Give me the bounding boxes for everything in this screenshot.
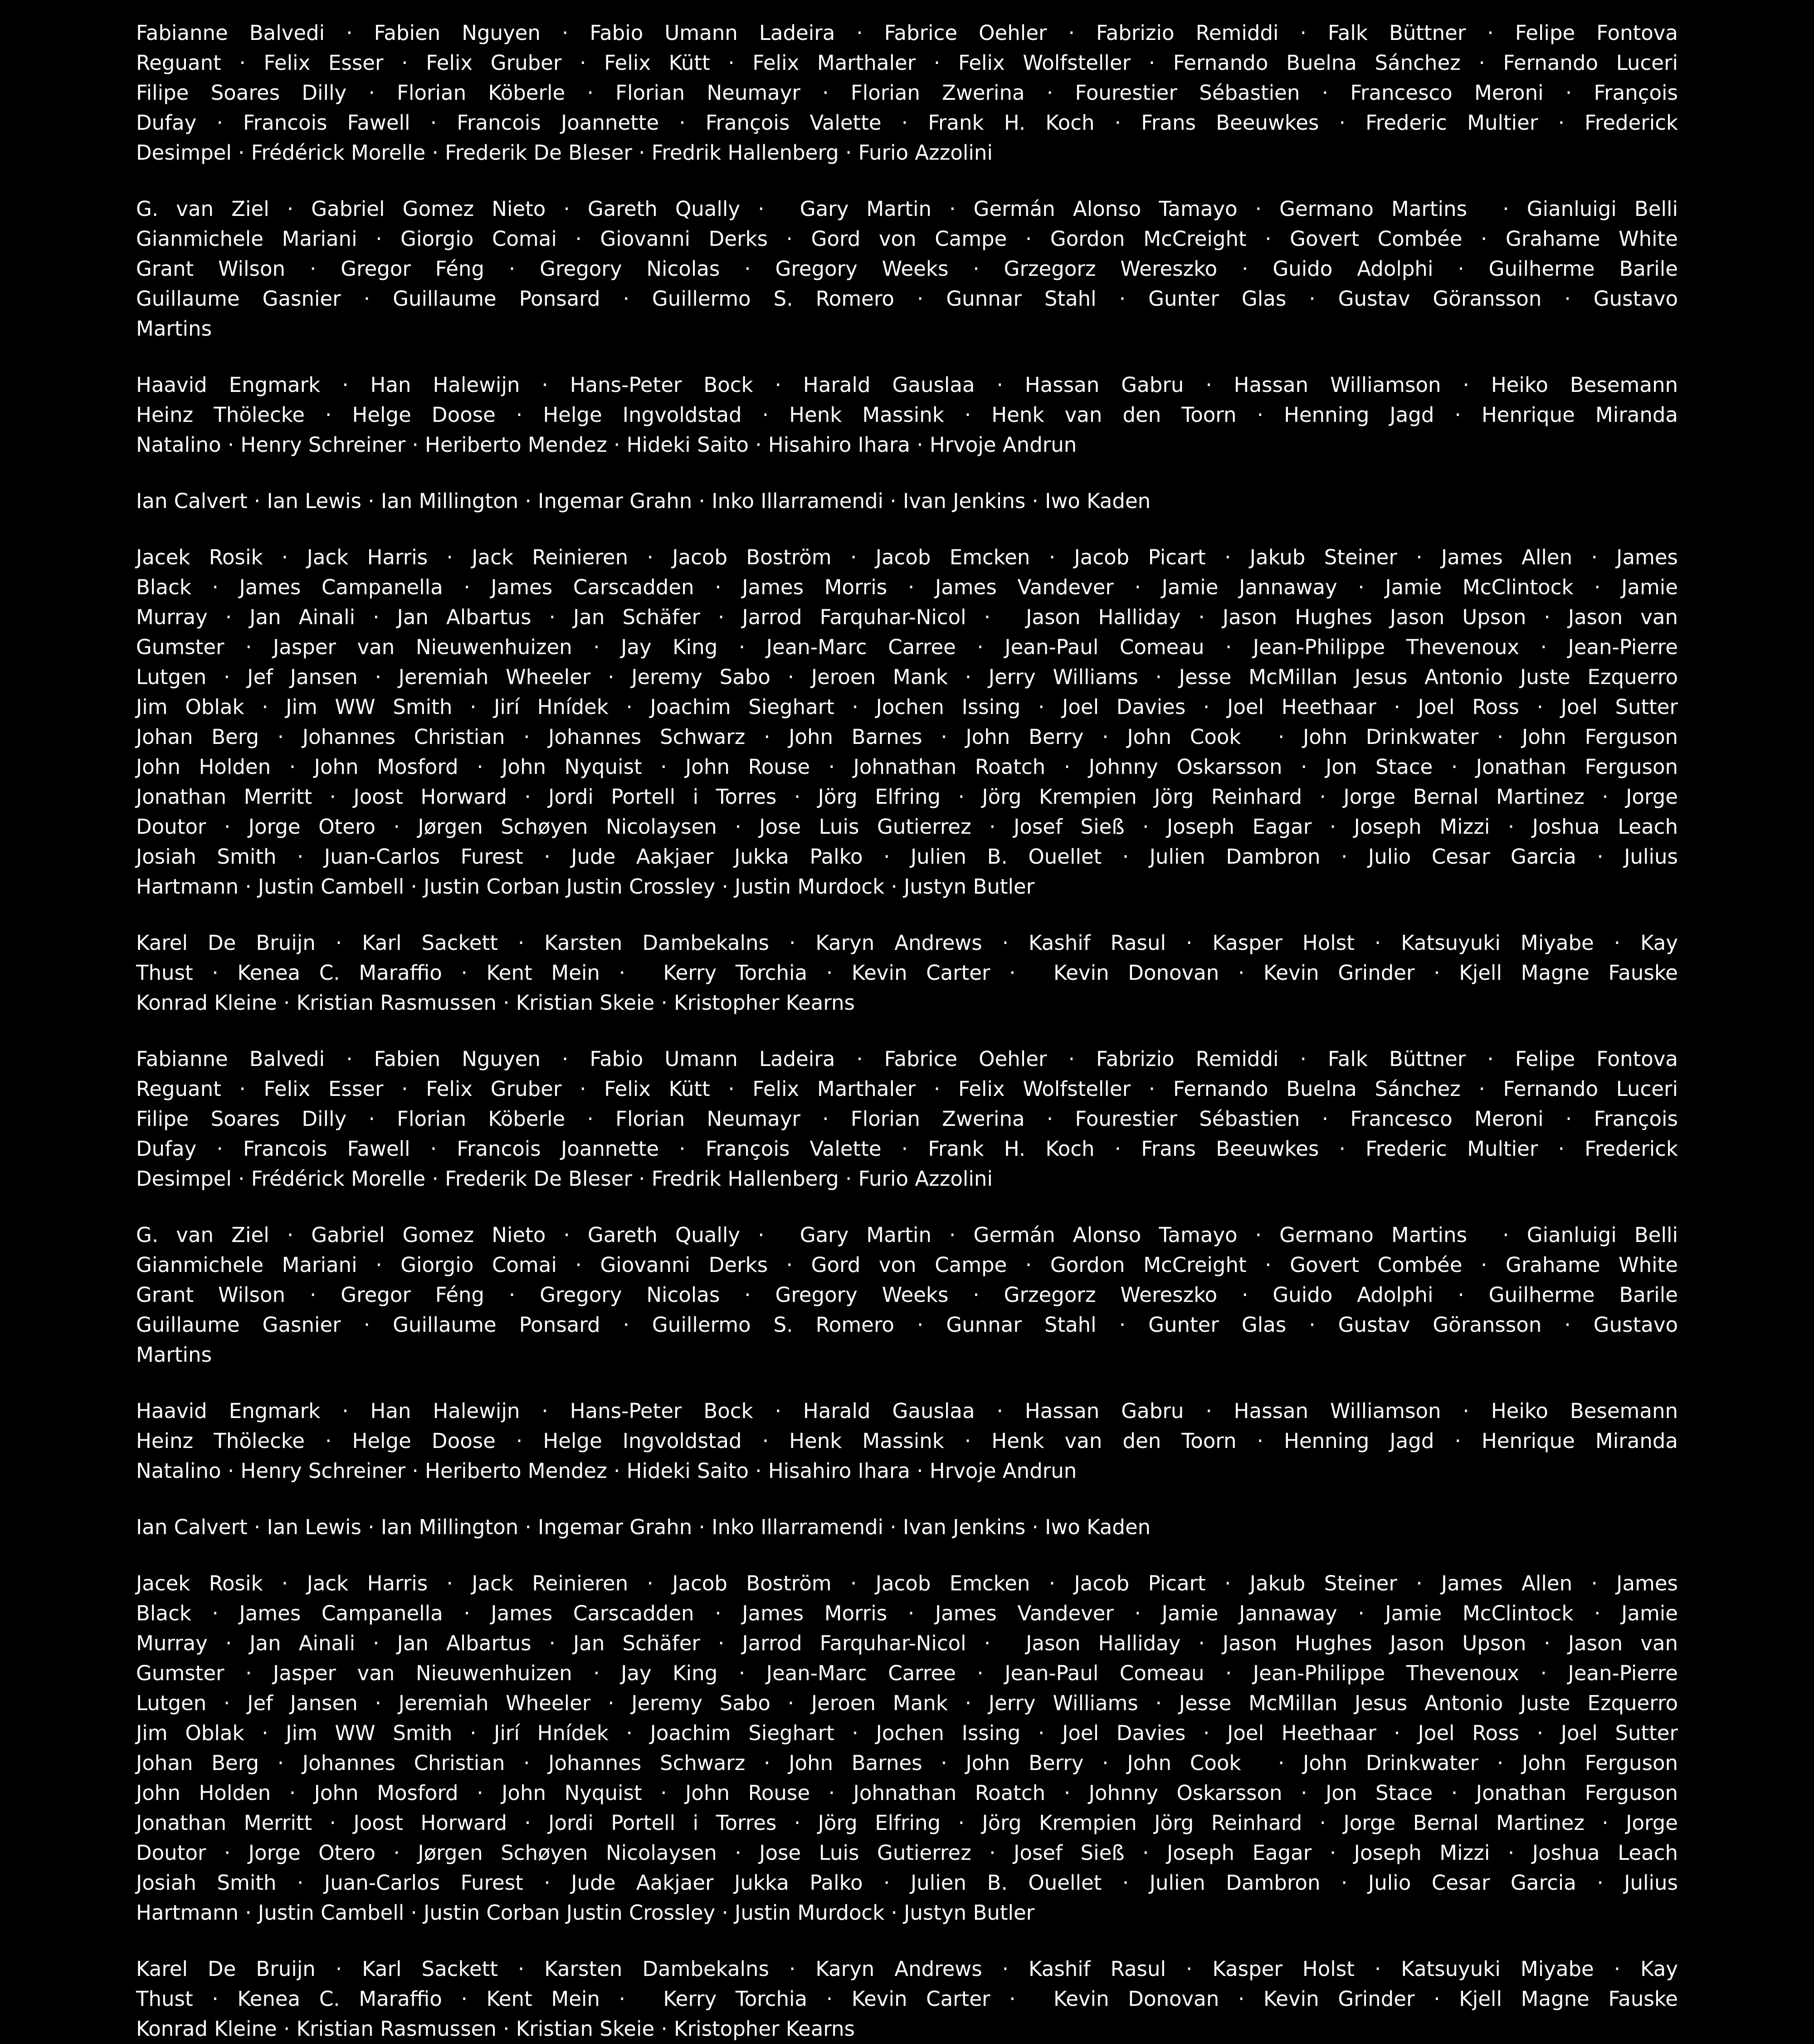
credits-list-copy-2 [136, 1044, 1678, 2044]
credits-line: Natalino · Henry Schreiner · Heriberto Mendez · Hideki Saito · Hisahiro Ihara · Hrvoje Andrun [136, 433, 1077, 457]
credits-line: Haavid Engmark · Han Halewijn · Hans-Peter Bock · Harald Gauslaa · Hassan Gabru · Hassan Williamson · Heiko Besemann [136, 373, 1678, 397]
credits-line: Jonathan Merritt · Joost Horward · Jordi Portell i Torres · Jörg Elfring · Jörg Krempien Jörg Reinhard · Jorge Bernal Martinez · Jorge [136, 1811, 1678, 1835]
credits-line: Gianmichele Mariani · Giorgio Comai · Giovanni Derks · Gord von Campe · Gordon McCreight · Govert Combée · Grahame White [136, 1253, 1678, 1277]
credits-line: Karel De Bruijn · Karl Sackett · Karsten Dambekalns · Karyn Andrews · Kashif Rasul · Kasper Holst · Katsuyuki Miyabe · Kay [136, 1957, 1678, 1981]
credits-line: Ian Calvert · Ian Lewis · Ian Millington · Ingemar Grahn · Inko Illarramendi · Ivan Jenkins · Iwo Kaden [136, 489, 1151, 513]
credits-line: Jonathan Merritt · Joost Horward · Jordi Portell i Torres · Jörg Elfring · Jörg Krempien Jörg Reinhard · Jorge Bernal Martinez · Jorge [136, 785, 1678, 809]
credits-line: Johan Berg · Johannes Christian · Johannes Schwarz · John Barnes · John Berry · John Cook · John Drinkwater · John Ferguson [136, 1751, 1678, 1775]
credits-line: Haavid Engmark · Han Halewijn · Hans-Peter Bock · Harald Gauslaa · Hassan Gabru · Hassan Williamson · Heiko Besemann [136, 1399, 1678, 1423]
credits-paragraph-h [136, 1396, 1678, 1486]
credits-line: G. van Ziel · Gabriel Gomez Nieto · Gareth Qually · Gary Martin · Germán Alonso Tamayo · Germano Martins · Gianluigi Belli [136, 197, 1678, 221]
credits-line: Jacek Rosik · Jack Harris · Jack Reinieren · Jacob Boström · Jacob Emcken · Jacob Picart · Jakub Steiner · James Allen · James [136, 545, 1678, 569]
credits-line: Murray · Jan Ainali · Jan Albartus · Jan Schäfer · Jarrod Farquhar-Nicol · Jason Halliday · Jason Hughes Jason Upson · Jason van [136, 605, 1678, 629]
credits-line: G. van Ziel · Gabriel Gomez Nieto · Gareth Qually · Gary Martin · Germán Alonso Tamayo · Germano Martins · Gianluigi Belli [136, 1223, 1678, 1247]
credits-line: Filipe Soares Dilly · Florian Köberle · Florian Neumayr · Florian Zwerina · Fourestier Sébastien · Francesco Meroni · François [136, 81, 1678, 105]
credits-line: John Holden · John Mosford · John Nyquist · John Rouse · Johnathan Roatch · Johnny Oskarsson · Jon Stace · Jonathan Ferguson [136, 1781, 1678, 1805]
credits-line: Gianmichele Mariani · Giorgio Comai · Giovanni Derks · Gord von Campe · Gordon McCreight · Govert Combée · Grahame White [136, 227, 1678, 251]
credits-paragraph-g [136, 1220, 1678, 1370]
credits-line: Jim Oblak · Jim WW Smith · Jirí Hnídek · Joachim Sieghart · Jochen Issing · Joel Davies · Joel Heethaar · Joel Ross · Joel Sutter [136, 1721, 1678, 1745]
credits-line: Hartmann · Justin Cambell · Justin Corban Justin Crossley · Justin Murdock · Justyn Butler [136, 875, 1035, 899]
credits-line: Grant Wilson · Gregor Féng · Gregory Nicolas · Gregory Weeks · Grzegorz Wereszko · Guido Adolphi · Guilherme Barile [136, 257, 1678, 281]
credits-line: Desimpel · Frédérick Morelle · Frederik De Bleser · Fredrik Hallenberg · Furio Azzolini [136, 1167, 993, 1191]
credits-line: Johan Berg · Johannes Christian · Johannes Schwarz · John Barnes · John Berry · John Cook · John Drinkwater · John Ferguson [136, 725, 1678, 749]
credits-paragraph-f [136, 18, 1678, 168]
credits-paragraph-i [136, 486, 1678, 516]
credits-line: Hartmann · Justin Cambell · Justin Corban Justin Crossley · Justin Murdock · Justyn Butler [136, 1901, 1035, 1925]
credits-line: Black · James Campanella · James Carscadden · James Morris · James Vandever · Jamie Jannaway · Jamie McClintock · Jamie [136, 1601, 1678, 1625]
credits-line: Guillaume Gasnier · Guillaume Ponsard · Guillermo S. Romero · Gunnar Stahl · Gunter Glas · Gustav Göransson · Gustavo [136, 1313, 1678, 1337]
credits-line: Murray · Jan Ainali · Jan Albartus · Jan Schäfer · Jarrod Farquhar-Nicol · Jason Halliday · Jason Hughes Jason Upson · Jason van [136, 1631, 1678, 1655]
credits-paragraph-i [136, 1512, 1678, 1542]
credits-paragraph-h [136, 370, 1678, 460]
credits-line: Josiah Smith · Juan-Carlos Furest · Jude Aakjaer Jukka Palko · Julien B. Ouellet · Julien Dambron · Julio Cesar Garcia · Julius [136, 845, 1678, 869]
credits-line: Heinz Thölecke · Helge Doose · Helge Ingvoldstad · Henk Massink · Henk van den Toorn · Henning Jagd · Henrique Miranda [136, 1429, 1678, 1453]
credits-line: Fabianne Balvedi · Fabien Nguyen · Fabio Umann Ladeira · Fabrice Oehler · Fabrizio Remiddi · Falk Büttner · Felipe Fontova [136, 21, 1678, 45]
credits-paragraph-g [136, 194, 1678, 344]
credits-line: Gumster · Jasper van Nieuwenhuizen · Jay King · Jean-Marc Carree · Jean-Paul Comeau · Jean-Philippe Thevenoux · Jean-Pierre [136, 1661, 1678, 1685]
credits-line: Martins [136, 317, 212, 341]
credits-paragraph-f [136, 1044, 1678, 1194]
credits-list-copy-1 [136, 18, 1678, 1018]
credits-paragraph-k [136, 928, 1678, 1018]
credits-line: Reguant · Felix Esser · Felix Gruber · Felix Kütt · Felix Marthaler · Felix Wolfsteller · Fernando Buelna Sánchez · Fernando Luceri [136, 1077, 1678, 1101]
credits-line: Josiah Smith · Juan-Carlos Furest · Jude Aakjaer Jukka Palko · Julien B. Ouellet · Julien Dambron · Julio Cesar Garcia · Julius [136, 1871, 1678, 1895]
credits-line: Black · James Campanella · James Carscadden · James Morris · James Vandever · Jamie Jannaway · Jamie McClintock · Jamie [136, 575, 1678, 599]
credits-line: Jim Oblak · Jim WW Smith · Jirí Hnídek · Joachim Sieghart · Jochen Issing · Joel Davies · Joel Heethaar · Joel Ross · Joel Sutter [136, 695, 1678, 719]
credits-paragraph-k [136, 1954, 1678, 2044]
credits-line: Desimpel · Frédérick Morelle · Frederik De Bleser · Fredrik Hallenberg · Furio Azzolini [136, 141, 993, 165]
credits-line: Dufay · Francois Fawell · Francois Joannette · François Valette · Frank H. Koch · Frans Beeuwkes · Frederic Multier · Frederick [136, 111, 1678, 135]
credits-line: Thust · Kenea C. Maraffio · Kent Mein · Kerry Torchia · Kevin Carter · Kevin Donovan · Kevin Grinder · Kjell Magne Fauske [136, 1987, 1678, 2011]
credits-line: Konrad Kleine · Kristian Rasmussen · Kristian Skeie · Kristopher Kearns [136, 991, 855, 1015]
credits-line: Natalino · Henry Schreiner · Heriberto Mendez · Hideki Saito · Hisahiro Ihara · Hrvoje Andrun [136, 1459, 1077, 1483]
credits-line: Grant Wilson · Gregor Féng · Gregory Nicolas · Gregory Weeks · Grzegorz Wereszko · Guido Adolphi · Guilherme Barile [136, 1283, 1678, 1307]
credits-line: Ian Calvert · Ian Lewis · Ian Millington · Ingemar Grahn · Inko Illarramendi · Ivan Jenkins · Iwo Kaden [136, 1515, 1151, 1539]
credits-line: Jacek Rosik · Jack Harris · Jack Reinieren · Jacob Boström · Jacob Emcken · Jacob Picart · Jakub Steiner · James Allen · James [136, 1571, 1678, 1595]
credits-line: Fabianne Balvedi · Fabien Nguyen · Fabio Umann Ladeira · Fabrice Oehler · Fabrizio Remiddi · Falk Büttner · Felipe Fontova [136, 1047, 1678, 1071]
credits-line: Martins [136, 1343, 212, 1367]
credits-line: Gumster · Jasper van Nieuwenhuizen · Jay King · Jean-Marc Carree · Jean-Paul Comeau · Jean-Philippe Thevenoux · Jean-Pierre [136, 635, 1678, 659]
credits-line: Heinz Thölecke · Helge Doose · Helge Ingvoldstad · Henk Massink · Henk van den Toorn · Henning Jagd · Henrique Miranda [136, 403, 1678, 427]
credits-paragraph-j [136, 543, 1678, 902]
credits-line: Konrad Kleine · Kristian Rasmussen · Kristian Skeie · Kristopher Kearns [136, 2017, 855, 2041]
credits-line: Guillaume Gasnier · Guillaume Ponsard · Guillermo S. Romero · Gunnar Stahl · Gunter Glas · Gustav Göransson · Gustavo [136, 287, 1678, 311]
credits-line: Thust · Kenea C. Maraffio · Kent Mein · Kerry Torchia · Kevin Carter · Kevin Donovan · Kevin Grinder · Kjell Magne Fauske [136, 961, 1678, 985]
credits-paragraph-j [136, 1569, 1678, 1928]
credits-line: Doutor · Jorge Otero · Jørgen Schøyen Nicolaysen · Jose Luis Gutierrez · Josef Sieß · Joseph Eagar · Joseph Mizzi · Joshua Leach [136, 1841, 1678, 1865]
credits-line: Filipe Soares Dilly · Florian Köberle · Florian Neumayr · Florian Zwerina · Fourestier Sébastien · Francesco Meroni · François [136, 1107, 1678, 1131]
credits-line: Lutgen · Jef Jansen · Jeremiah Wheeler · Jeremy Sabo · Jeroen Mank · Jerry Williams · Jesse McMillan Jesus Antonio Juste Ezquerro [136, 1691, 1678, 1715]
credits-line: Doutor · Jorge Otero · Jørgen Schøyen Nicolaysen · Jose Luis Gutierrez · Josef Sieß · Joseph Eagar · Joseph Mizzi · Joshua Leach [136, 815, 1678, 839]
credits-line: Lutgen · Jef Jansen · Jeremiah Wheeler · Jeremy Sabo · Jeroen Mank · Jerry Williams · Jesse McMillan Jesus Antonio Juste Ezquerro [136, 665, 1678, 689]
credits-line: Reguant · Felix Esser · Felix Gruber · Felix Kütt · Felix Marthaler · Felix Wolfsteller · Fernando Buelna Sánchez · Fernando Luceri [136, 51, 1678, 75]
credits-line: John Holden · John Mosford · John Nyquist · John Rouse · Johnathan Roatch · Johnny Oskarsson · Jon Stace · Jonathan Ferguson [136, 755, 1678, 779]
credits-line: Karel De Bruijn · Karl Sackett · Karsten Dambekalns · Karyn Andrews · Kashif Rasul · Kasper Holst · Katsuyuki Miyabe · Kay [136, 931, 1678, 955]
credits-line: Dufay · Francois Fawell · Francois Joannette · François Valette · Frank H. Koch · Frans Beeuwkes · Frederic Multier · Frederick [136, 1137, 1678, 1161]
